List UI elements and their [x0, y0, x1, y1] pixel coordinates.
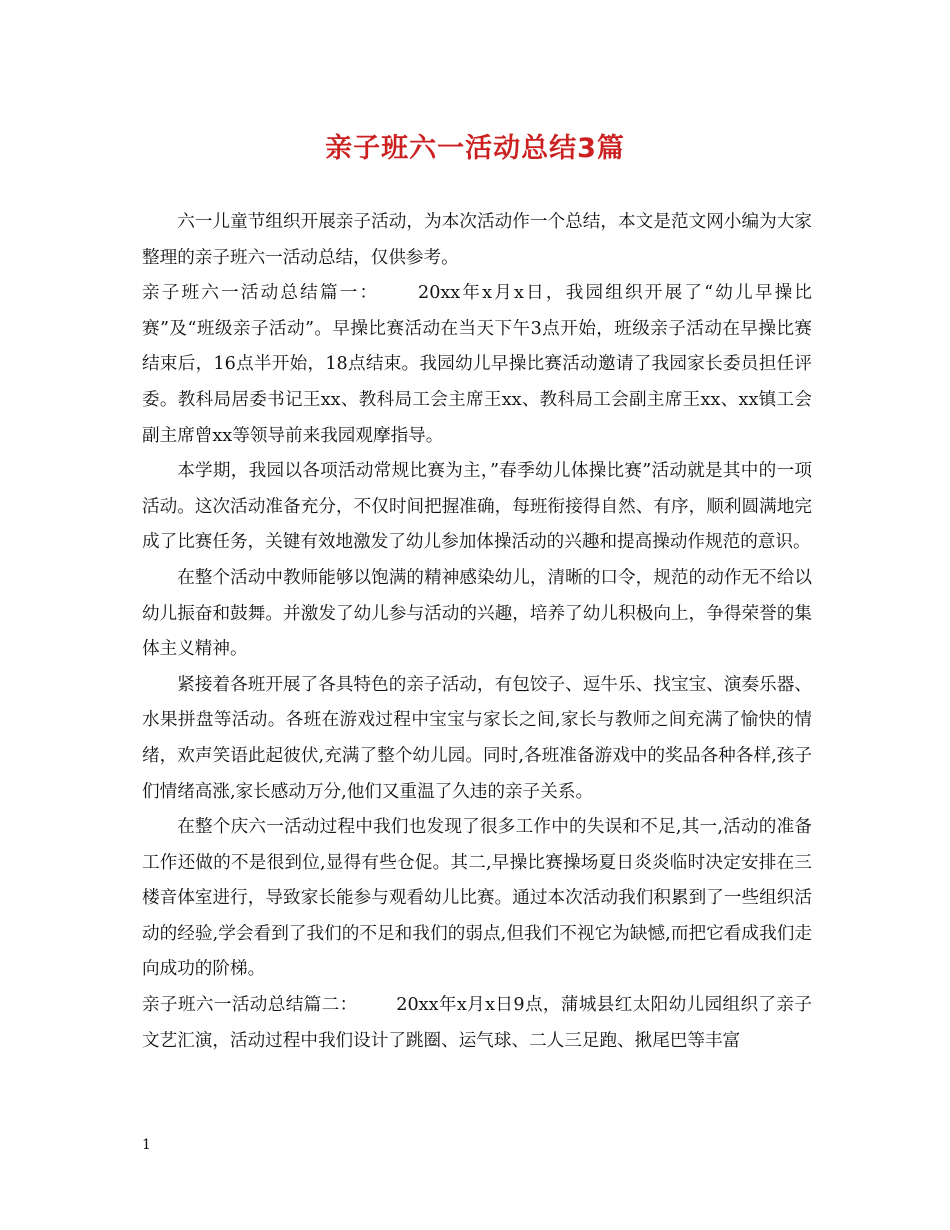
section-two-text: 20xx年x月x日9点，蒲城县红太阳幼儿园组织了亲子文艺汇演，活动过程中我们设计了跳圈、运气球、二人三足跑、揪尾巴等丰富 — [142, 995, 812, 1051]
paragraph-class-activities: 紧接着各班开展了各具特色的亲子活动，有包饺子、逗牛乐、找宝宝、演奏乐器、水果拼盘等活动。各班在游戏过程中宝宝与家长之间,家长与教师之间充满了愉快的情绪，欢声笑语此起彼伏,充满了整个幼儿园。同时,各班准备游戏中的奖品各种各样,孩子们情绪高涨,家长感动万分,他们又重温了久违的亲子关系。 — [142, 674, 812, 802]
document-title: 亲子班六一活动总结3篇 — [325, 133, 625, 164]
paragraph-spring-contest: 本学期，我园以各项活动常规比赛为主，”春季幼儿体操比赛”活动就是其中的一项活动。这次活动准备充分，不仅时间把握准确，每班衔接得自然、有序，顺利圆满地完成了比赛任务，关键有效地激发了幼儿参加体操活动的兴趣和提高操动作规范的意识。 — [142, 461, 812, 553]
section-one-paragraph — [142, 276, 812, 454]
paragraph-teachers: 在整个活动中教师能够以饱满的精神感染幼儿，清晰的口令，规范的动作无不给以幼儿振奋和鼓舞。并激发了幼儿参与活动的兴趣，培养了幼儿积极向上，争得荣誉的集体主义精神。 — [142, 567, 812, 660]
section-two-heading: 亲子班六一活动总结篇二： — [142, 995, 358, 1016]
section-one-text: 20xx年x月x日，我园组织开展了“幼儿早操比赛”及“班级亲子活动”。早操比赛活动在当天下午3点开始，班级亲子活动在早操比赛结束后，16点半开始，18点结束。我园幼儿早操比赛活动邀请了我园家长委员担任评委。教科局居委书记王xx、教科局工会主席王xx、教科局工会副主席王xx、xx镇工会副主席曾xx等领导前来我园观摩指导。 — [142, 283, 812, 446]
page-number: 1 — [142, 1137, 151, 1153]
section-two-paragraph — [142, 988, 812, 1059]
document-body — [142, 205, 812, 1059]
intro-paragraph: 六一儿童节组织开展亲子活动，为本次活动作一个总结，本文是范文网小编为大家整理的亲子班六一活动总结，仅供参考。 — [142, 212, 812, 268]
section-one-heading: 亲子班六一活动总结篇一： — [142, 283, 380, 304]
paragraph-shortcomings: 在整个庆六一活动过程中我们也发现了很多工作中的失误和不足,其一,活动的准备工作还做的不是很到位,显得有些仓促。其二,早操比赛操场夏日炎炎临时决定安排在三楼音体室进行，导致家长能参与观看幼儿比赛。通过本次活动我们积累到了一些组织活动的经验,学会看到了我们的不足和我们的弱点,但我们不视它为缺憾,而把它看成我们走向成功的阶梯。 — [142, 817, 812, 980]
